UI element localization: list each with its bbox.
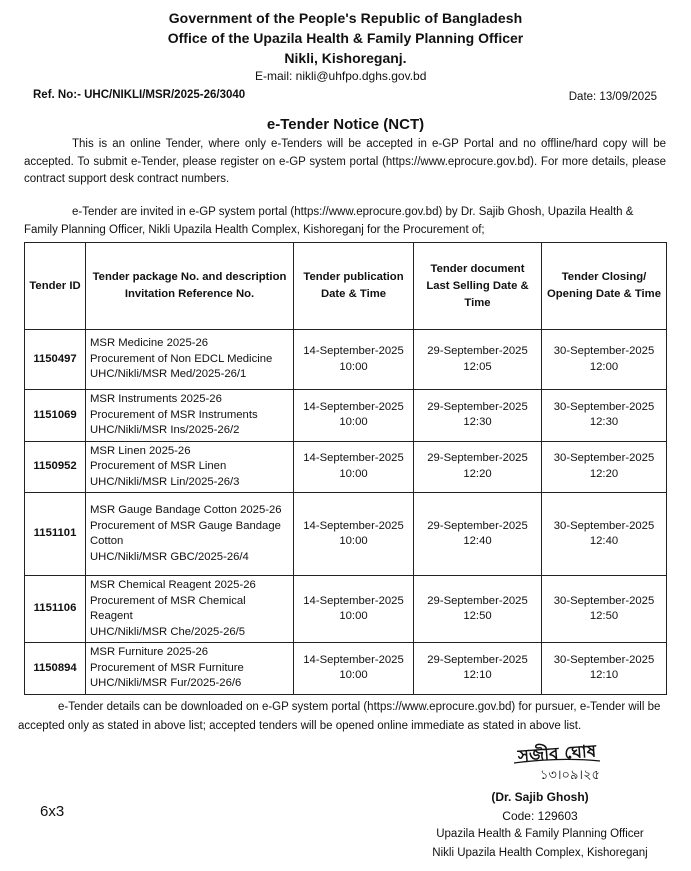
tender-package-cell: [86, 441, 294, 493]
selling-time: 12:50: [463, 610, 492, 622]
selling-time: 12:30: [463, 416, 492, 429]
email-line: E-mail: nikli@uhfpo.dghs.gov.bd: [255, 69, 427, 83]
publication-date: 14-September-2025: [303, 345, 404, 357]
selling-date: 29-September-2025: [427, 653, 528, 666]
tender-id-cell: [25, 643, 86, 695]
package-description: Procurement of MSR Chemical Reagent: [90, 594, 246, 622]
tender-package-cell: [86, 643, 294, 695]
closing-time: 12:00: [589, 360, 619, 373]
tender-id-cell: [25, 441, 86, 493]
signature-image: [500, 737, 630, 783]
package-description: Procurement of MSR Gauge Bandage Cotton: [90, 519, 281, 547]
table-header-row: [25, 243, 667, 330]
closing-date: 30-September-2025: [553, 452, 655, 465]
col-header-id: Tender ID: [25, 243, 86, 330]
package-name: MSR Gauge Bandage Cotton 2025-26: [90, 504, 282, 516]
table-row: [25, 330, 667, 390]
publication-time: 10:00: [339, 360, 368, 373]
notice-title: e-Tender Notice (NCT): [266, 116, 425, 133]
selling-time: 12:10: [463, 669, 492, 682]
col-header-package: [86, 243, 294, 330]
tender-id: 1150497: [33, 352, 77, 365]
publication-time: 10:00: [339, 610, 368, 622]
selling-cell: [414, 390, 542, 442]
invitation-paragraph: e-Tender are invited in e-GP system portal (https://www.eprocure.gov.bd) by Dr. Sajib Ghosh, Upazila Health & Family Planning Officer, Nikli Upazila Health Complex, Kishoreganj for the Procurement of;: [24, 206, 634, 236]
invitation-reference: UHC/Nikli/MSR Fur/2025-26/6: [90, 677, 242, 689]
closing-time: 12:50: [589, 610, 619, 622]
publication-date: 14-September-2025: [303, 452, 404, 465]
publication-time: 10:00: [339, 669, 368, 682]
closing-time: 12:40: [589, 535, 619, 547]
handwritten-note: 6x3: [40, 803, 65, 820]
notice-date: Date: 13/09/2025: [568, 91, 657, 103]
selling-date: 29-September-2025: [427, 345, 528, 357]
closing-time: 12:20: [589, 467, 619, 480]
selling-date: 29-September-2025: [427, 400, 528, 413]
tender-id: 1151106: [33, 602, 77, 615]
publication-cell: [294, 493, 414, 576]
col-header-package-line1: Tender package No. and description: [92, 271, 287, 283]
selling-cell: [414, 643, 542, 695]
tender-package-cell: [86, 330, 294, 390]
tender-id: 1150894: [33, 661, 77, 674]
selling-date: 29-September-2025: [427, 519, 528, 532]
publication-time: 10:00: [339, 535, 368, 547]
publication-cell: [294, 390, 414, 442]
location-heading: Nikli, Kishoreganj.: [284, 50, 407, 66]
table-row: [25, 576, 667, 643]
selling-time: 12:05: [463, 360, 492, 373]
tender-id-cell: [25, 493, 86, 576]
selling-time: 12:40: [463, 535, 492, 547]
tender-id: 1151069: [33, 408, 77, 421]
publication-date: 14-September-2025: [303, 594, 404, 607]
tender-package-cell: [86, 576, 294, 643]
closing-date: 30-September-2025: [553, 400, 655, 413]
package-name: MSR Medicine 2025-26: [90, 337, 209, 350]
publication-date: 14-September-2025: [303, 519, 404, 532]
invitation-reference: UHC/Nikli/MSR Med/2025-26/1: [90, 368, 247, 381]
intro-paragraph: This is an online Tender, where only e-Tenders will be accepted in e-GP Portal and no offline/hard copy will be accepted. To submit e-Tender, please register on e-GP system portal (https://www.eprocure.gov.bd). For more details, please contract support desk contract numbers.: [24, 138, 666, 185]
closing-cell: [542, 493, 667, 576]
publication-cell: [294, 576, 414, 643]
publication-date: 14-September-2025: [303, 400, 404, 413]
closing-cell: [542, 441, 667, 493]
tender-id-cell: [25, 576, 86, 643]
selling-cell: [414, 576, 542, 643]
tender-package-cell: [86, 493, 294, 576]
invitation-reference: UHC/Nikli/MSR Lin/2025-26/3: [90, 475, 240, 488]
package-name: MSR Linen 2025-26: [90, 444, 191, 457]
publication-date: 14-September-2025: [303, 653, 404, 666]
tender-id-cell: [25, 390, 86, 442]
closing-date: 30-September-2025: [553, 345, 655, 357]
closing-cell: [542, 643, 667, 695]
package-description: Procurement of MSR Instruments: [90, 408, 258, 421]
tender-id-cell: [25, 330, 86, 390]
selling-cell: [414, 493, 542, 576]
selling-date: 29-September-2025: [427, 452, 528, 465]
closing-cell: [542, 390, 667, 442]
invitation-reference: UHC/Nikli/MSR Che/2025-26/5: [90, 625, 246, 638]
closing-date: 30-September-2025: [553, 653, 655, 666]
package-description: Procurement of Non EDCL Medicine: [90, 352, 273, 365]
closing-date: 30-September-2025: [553, 519, 655, 532]
closing-time: 12:30: [589, 416, 619, 429]
tender-id: 1151101: [33, 527, 77, 540]
col-header-closing: Tender Closing/ Opening Date & Time: [542, 243, 667, 330]
package-description: Procurement of MSR Furniture: [90, 661, 244, 674]
signatory-name: (Dr. Sajib Ghosh): [491, 790, 589, 804]
tender-table: [24, 242, 667, 695]
publication-cell: [294, 441, 414, 493]
package-name: MSR Furniture 2025-26: [90, 646, 209, 658]
invitation-reference: UHC/Nikli/MSR Ins/2025-26/2: [90, 424, 240, 436]
table-row: [25, 493, 667, 576]
invitation-reference: UHC/Nikli/MSR GBC/2025-26/4: [90, 550, 249, 563]
package-name: MSR Chemical Reagent 2025-26: [90, 579, 256, 591]
package-name: MSR Instruments 2025-26: [90, 393, 222, 405]
col-header-selling: Tender document Last Selling Date & Time: [414, 243, 542, 330]
selling-cell: [414, 441, 542, 493]
table-row: [25, 390, 667, 442]
col-header-publication: Tender publication Date & Time: [294, 243, 414, 330]
col-header-package-line2: Invitation Reference No.: [124, 288, 255, 300]
signatory-designation: Upazila Health & Family Planning Officer: [436, 828, 644, 840]
publication-time: 10:00: [339, 467, 368, 480]
package-description: Procurement of MSR Linen: [90, 460, 227, 472]
signatory-code: Code: 129603: [502, 809, 578, 823]
closing-cell: [542, 330, 667, 390]
selling-time: 12:20: [463, 467, 492, 480]
signature-date-text: ১৩।০৯।২৫: [540, 768, 600, 783]
table-row: [25, 441, 667, 493]
publication-time: 10:00: [339, 416, 368, 429]
footer-paragraph: e-Tender details can be downloaded on e-GP system portal (https://www.eprocure.gov.bd) for pursuer, e-Tender will be accepted only as stated in above list; accepted tenders will be opened online immediate as stated in above list.: [18, 701, 661, 732]
publication-cell: [294, 643, 414, 695]
tender-id: 1150952: [33, 460, 77, 472]
signatory-office: Nikli Upazila Health Complex, Kishoreganj: [432, 847, 648, 859]
closing-time: 12:10: [589, 669, 619, 682]
closing-date: 30-September-2025: [553, 594, 655, 607]
signature-name-text: সজীব ঘোষ: [517, 741, 597, 767]
table-row: [25, 643, 667, 695]
selling-date: 29-September-2025: [427, 594, 528, 607]
tender-package-cell: [86, 390, 294, 442]
selling-cell: [414, 330, 542, 390]
reference-number: Ref. No:- UHC/NIKLI/MSR/2025-26/3040: [33, 89, 246, 101]
closing-cell: [542, 576, 667, 643]
government-heading: Government of the People's Republic of Bangladesh: [168, 10, 523, 26]
office-heading: Office of the Upazila Health & Family Planning Officer: [167, 30, 524, 46]
publication-cell: [294, 330, 414, 390]
